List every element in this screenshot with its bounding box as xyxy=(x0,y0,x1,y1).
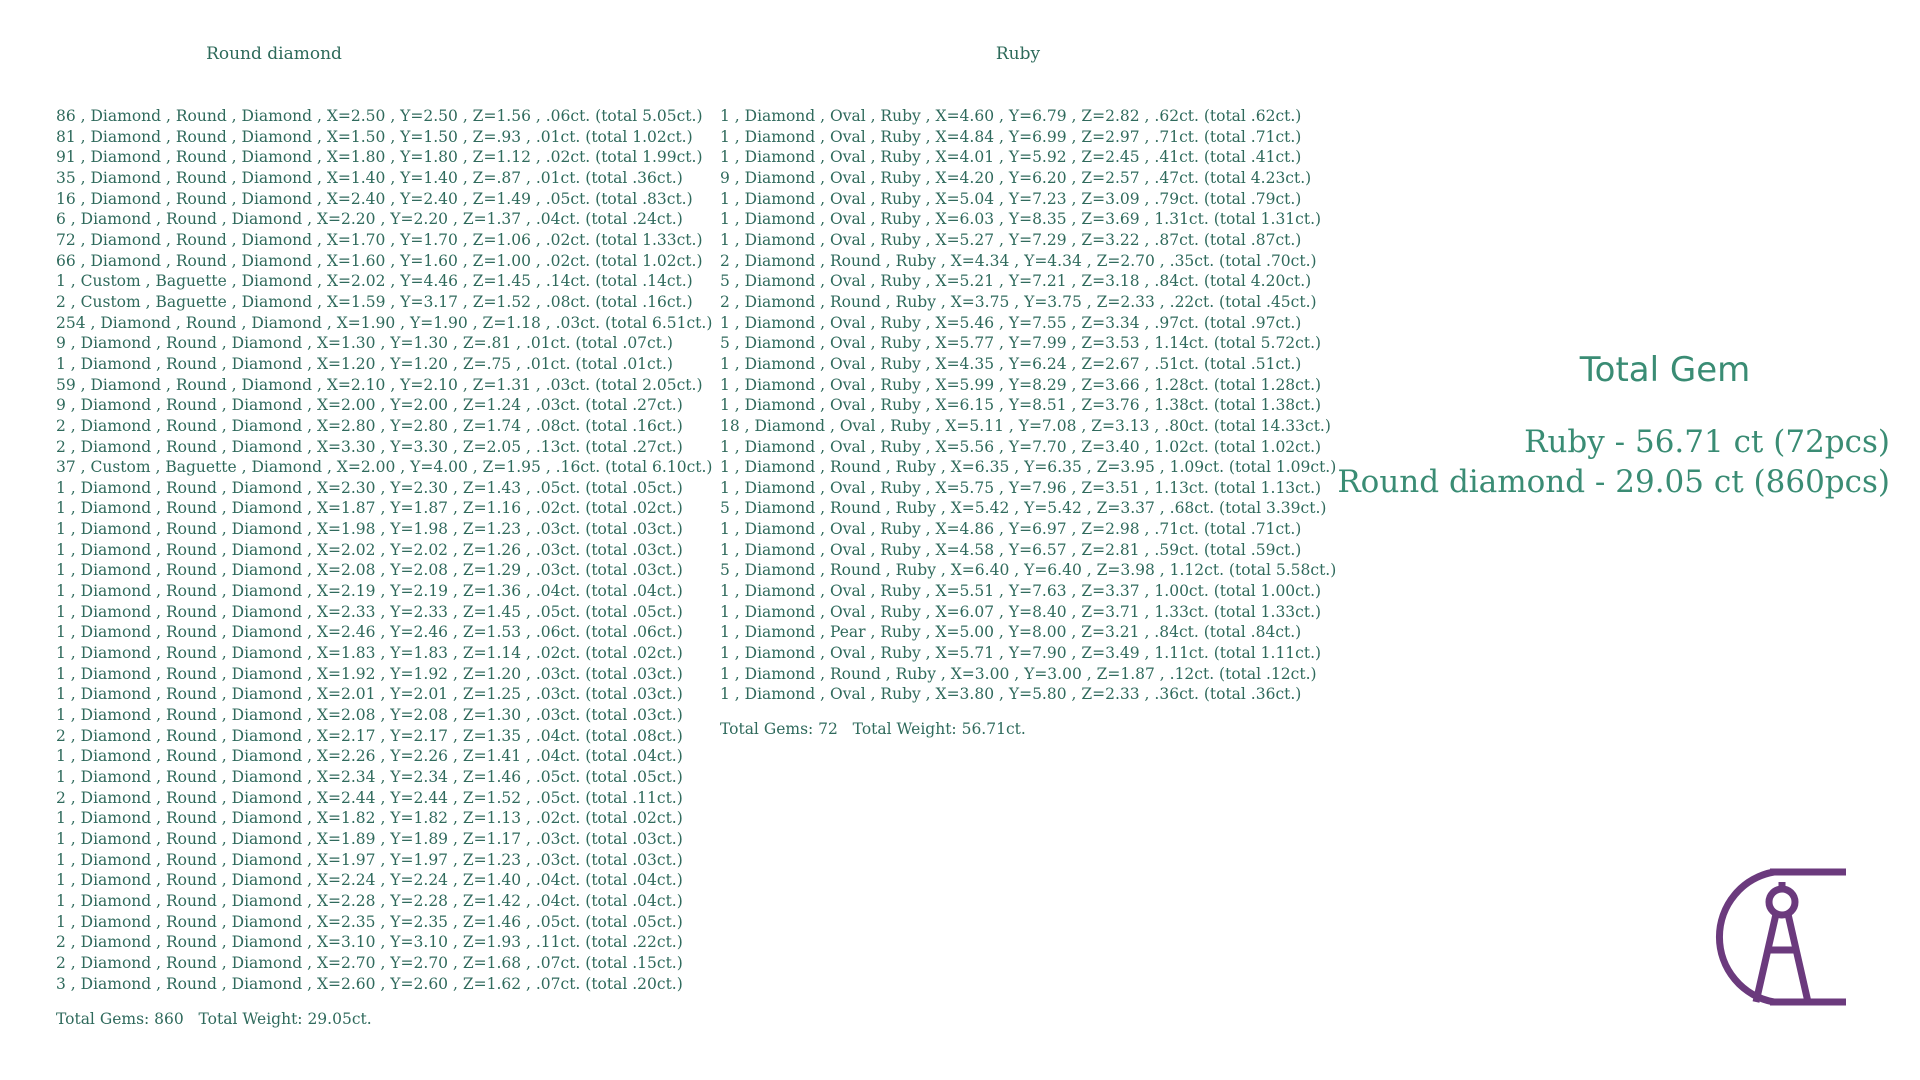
diamond-row: 1 , Diamond , Round , Diamond , X=1.83 , Y=1.83 , Z=1.14 , .02ct. (total .02ct.) xyxy=(56,644,683,663)
round-diamond-totals: Total Gems: 860 Total Weight: 29.05ct. xyxy=(56,1010,372,1028)
diamond-row: 35 , Diamond , Round , Diamond , X=1.40 , Y=1.40 , Z=.87 , .01ct. (total .36ct.) xyxy=(56,168,683,187)
diamond-row: 1 , Diamond , Round , Diamond , X=1.20 , Y=1.20 , Z=.75 , .01ct. (total .01ct.) xyxy=(56,354,673,373)
ruby-row: 1 , Diamond , Oval , Ruby , X=5.56 , Y=7.70 , Z=3.40 , 1.02ct. (total 1.02ct.) xyxy=(720,437,1322,456)
ruby-row: 2 , Diamond , Round , Ruby , X=3.75 , Y=3.75 , Z=2.33 , .22ct. (total .45ct.) xyxy=(720,292,1317,311)
ruby-row: 5 , Diamond , Oval , Ruby , X=5.77 , Y=7.99 , Z=3.53 , 1.14ct. (total 5.72ct.) xyxy=(720,334,1322,353)
ruby-row: 1 , Diamond , Oval , Ruby , X=4.60 , Y=6.79 , Z=2.82 , .62ct. (total .62ct.) xyxy=(720,107,1302,125)
diamond-row: 81 , Diamond , Round , Diamond , X=1.50 , Y=1.50 , Z=.93 , .01ct. (total 1.02ct.) xyxy=(56,127,693,146)
ruby-row: 1 , Diamond , Oval , Ruby , X=6.15 , Y=8.51 , Z=3.76 , 1.38ct. (total 1.38ct.) xyxy=(720,396,1322,415)
diamond-row: 2 , Diamond , Round , Diamond , X=3.30 , Y=3.30 , Z=2.05 , .13ct. (total .27ct.) xyxy=(56,437,683,456)
diamond-row: 1 , Diamond , Round , Diamond , X=2.28 , Y=2.28 , Z=1.42 , .04ct. (total .04ct.) xyxy=(56,891,683,910)
diamond-row: 1 , Diamond , Round , Diamond , X=2.19 , Y=2.19 , Z=1.36 , .04ct. (total .04ct.) xyxy=(56,582,683,601)
diamond-row: 2 , Diamond , Round , Diamond , X=2.80 , Y=2.80 , Z=1.74 , .08ct. (total .16ct.) xyxy=(56,416,683,435)
diamond-row: 59 , Diamond , Round , Diamond , X=2.10 , Y=2.10 , Z=1.31 , .03ct. (total 2.05ct.) xyxy=(56,375,703,394)
ruby-row: 1 , Diamond , Oval , Ruby , X=4.86 , Y=6.97 , Z=2.98 , .71ct. (total .71ct.) xyxy=(720,520,1302,539)
ruby-row: 5 , Diamond , Round , Ruby , X=5.42 , Y=5.42 , Z=3.37 , .68ct. (total 3.39ct.) xyxy=(720,499,1327,518)
diamond-row: 1 , Diamond , Round , Diamond , X=2.46 , Y=2.46 , Z=1.53 , .06ct. (total .06ct.) xyxy=(56,623,683,642)
ruby-row: 1 , Diamond , Oval , Ruby , X=4.35 , Y=6.24 , Z=2.67 , .51ct. (total .51ct.) xyxy=(720,354,1302,373)
diamond-row: 1 , Diamond , Round , Diamond , X=2.08 , Y=2.08 , Z=1.29 , .03ct. (total .03ct.) xyxy=(56,561,683,580)
diamond-row: 2 , Custom , Baguette , Diamond , X=1.59 , Y=3.17 , Z=1.52 , .08ct. (total .16ct.) xyxy=(56,292,693,311)
total-gem-heading: Total Gem xyxy=(1579,350,1751,390)
ruby-row: 1 , Diamond , Oval , Ruby , X=6.03 , Y=8.35 , Z=3.69 , 1.31ct. (total 1.31ct.) xyxy=(720,210,1322,229)
diamond-row: 66 , Diamond , Round , Diamond , X=1.60 , Y=1.60 , Z=1.00 , .02ct. (total 1.02ct.) xyxy=(56,251,703,270)
ruby-row: 1 , Diamond , Oval , Ruby , X=5.99 , Y=8.29 , Z=3.66 , 1.28ct. (total 1.28ct.) xyxy=(720,375,1322,394)
diamond-row: 1 , Custom , Baguette , Diamond , X=2.02 , Y=4.46 , Z=1.45 , .14ct. (total .14ct.) xyxy=(56,272,693,291)
diamond-row: 2 , Diamond , Round , Diamond , X=2.44 , Y=2.44 , Z=1.52 , .05ct. (total .11ct.) xyxy=(56,788,683,807)
ruby-row: 1 , Diamond , Oval , Ruby , X=4.84 , Y=6.99 , Z=2.97 , .71ct. (total .71ct.) xyxy=(720,127,1302,146)
ruby-summary-line: Ruby - 56.71 ct (72pcs) xyxy=(1524,424,1890,460)
diamond-row: 1 , Diamond , Round , Diamond , X=1.89 , Y=1.89 , Z=1.17 , .03ct. (total .03ct.) xyxy=(56,829,683,848)
diamond-row: 254 , Diamond , Round , Diamond , X=1.90 , Y=1.90 , Z=1.18 , .03ct. (total 6.51ct.) xyxy=(56,313,713,332)
ruby-title: Ruby xyxy=(995,44,1041,64)
ruby-row: 1 , Diamond , Oval , Ruby , X=5.51 , Y=7.63 , Z=3.37 , 1.00ct. (total 1.00ct.) xyxy=(720,582,1322,601)
diamond-row: 1 , Diamond , Round , Diamond , X=2.33 , Y=2.33 , Z=1.45 , .05ct. (total .05ct.) xyxy=(56,602,683,621)
ruby-row: 1 , Diamond , Oval , Ruby , X=4.58 , Y=6.57 , Z=2.81 , .59ct. (total .59ct.) xyxy=(720,540,1302,559)
ruby-row: 1 , Diamond , Oval , Ruby , X=5.46 , Y=7.55 , Z=3.34 , .97ct. (total .97ct.) xyxy=(720,313,1302,332)
diamond-row: 1 , Diamond , Round , Diamond , X=2.24 , Y=2.24 , Z=1.40 , .04ct. (total .04ct.) xyxy=(56,871,683,890)
diamond-row: 72 , Diamond , Round , Diamond , X=1.70 , Y=1.70 , Z=1.06 , .02ct. (total 1.33ct.) xyxy=(56,230,703,249)
diamond-row: 1 , Diamond , Round , Diamond , X=2.35 , Y=2.35 , Z=1.46 , .05ct. (total .05ct.) xyxy=(56,912,683,931)
diamond-row: 3 , Diamond , Round , Diamond , X=2.60 , Y=2.60 , Z=1.62 , .07ct. (total .20ct.) xyxy=(56,974,683,993)
diamond-row: 2 , Diamond , Round , Diamond , X=2.70 , Y=2.70 , Z=1.68 , .07ct. (total .15ct.) xyxy=(56,953,683,972)
ruby-row: 1 , Diamond , Oval , Ruby , X=6.07 , Y=8.40 , Z=3.71 , 1.33ct. (total 1.33ct.) xyxy=(720,602,1322,621)
ruby-row: 1 , Diamond , Oval , Ruby , X=5.04 , Y=7.23 , Z=3.09 , .79ct. (total .79ct.) xyxy=(720,189,1302,208)
ruby-row: 1 , Diamond , Round , Ruby , X=6.35 , Y=6.35 , Z=3.95 , 1.09ct. (total 1.09ct.) xyxy=(720,458,1337,477)
diamond-row: 2 , Diamond , Round , Diamond , X=2.17 , Y=2.17 , Z=1.35 , .04ct. (total .08ct.) xyxy=(56,726,683,745)
diamond-row: 1 , Diamond , Round , Diamond , X=2.02 , Y=2.02 , Z=1.26 , .03ct. (total .03ct.) xyxy=(56,540,683,559)
ruby-row: 1 , Diamond , Oval , Ruby , X=3.80 , Y=5.80 , Z=2.33 , .36ct. (total .36ct.) xyxy=(720,685,1302,704)
ruby-row: 1 , Diamond , Oval , Ruby , X=4.01 , Y=5.92 , Z=2.45 , .41ct. (total .41ct.) xyxy=(720,148,1302,167)
ruby-totals: Total Gems: 72 Total Weight: 56.71ct. xyxy=(720,720,1026,738)
diamond-summary-line: Round diamond - 29.05 ct (860pcs) xyxy=(1337,464,1890,500)
diamond-row: 1 , Diamond , Round , Diamond , X=1.82 , Y=1.82 , Z=1.13 , .02ct. (total .02ct.) xyxy=(56,809,683,828)
diamond-row: 1 , Diamond , Round , Diamond , X=2.30 , Y=2.30 , Z=1.43 , .05ct. (total .05ct.) xyxy=(56,478,683,497)
diamond-row: 1 , Diamond , Round , Diamond , X=1.87 , Y=1.87 , Z=1.16 , .02ct. (total .02ct.) xyxy=(56,499,683,518)
diamond-row: 6 , Diamond , Round , Diamond , X=2.20 , Y=2.20 , Z=1.37 , .04ct. (total .24ct.) xyxy=(56,210,683,229)
diamond-row: 1 , Diamond , Round , Diamond , X=2.34 , Y=2.34 , Z=1.46 , .05ct. (total .05ct.) xyxy=(56,768,683,786)
diamond-row: 1 , Diamond , Round , Diamond , X=1.98 , Y=1.98 , Z=1.23 , .03ct. (total .03ct.) xyxy=(56,520,683,539)
diamond-row: 9 , Diamond , Round , Diamond , X=1.30 , Y=1.30 , Z=.81 , .01ct. (total .07ct.) xyxy=(56,334,673,353)
ruby-row: 5 , Diamond , Round , Ruby , X=6.40 , Y=6.40 , Z=3.98 , 1.12ct. (total 5.58ct.) xyxy=(720,561,1337,580)
diamond-row: 37 , Custom , Baguette , Diamond , X=2.00 , Y=4.00 , Z=1.95 , .16ct. (total 6.10ct.) xyxy=(56,458,713,477)
compass-icon xyxy=(1712,868,1852,1008)
ruby-row: 5 , Diamond , Oval , Ruby , X=5.21 , Y=7.21 , Z=3.18 , .84ct. (total 4.20ct.) xyxy=(720,272,1312,291)
ruby-row: 1 , Diamond , Oval , Ruby , X=5.75 , Y=7.96 , Z=3.51 , 1.13ct. (total 1.13ct.) xyxy=(720,478,1322,497)
ruby-row: 18 , Diamond , Oval , Ruby , X=5.11 , Y=7.08 , Z=3.13 , .80ct. (total 14.33ct.) xyxy=(720,416,1331,435)
diamond-row: 2 , Diamond , Round , Diamond , X=3.10 , Y=3.10 , Z=1.93 , .11ct. (total .22ct.) xyxy=(56,933,683,952)
diamond-row: 1 , Diamond , Round , Diamond , X=2.08 , Y=2.08 , Z=1.30 , .03ct. (total .03ct.) xyxy=(56,706,683,725)
ruby-row: 1 , Diamond , Round , Ruby , X=3.00 , Y=3.00 , Z=1.87 , .12ct. (total .12ct.) xyxy=(720,664,1317,683)
diamond-row: 9 , Diamond , Round , Diamond , X=2.00 , Y=2.00 , Z=1.24 , .03ct. (total .27ct.) xyxy=(56,396,683,415)
ruby-row: 1 , Diamond , Oval , Ruby , X=5.27 , Y=7.29 , Z=3.22 , .87ct. (total .87ct.) xyxy=(720,230,1302,249)
round-diamond-title: Round diamond xyxy=(206,44,342,64)
ruby-row: 1 , Diamond , Oval , Ruby , X=5.71 , Y=7.90 , Z=3.49 , 1.11ct. (total 1.11ct.) xyxy=(720,644,1322,663)
diamond-row: 86 , Diamond , Round , Diamond , X=2.50 , Y=2.50 , Z=1.56 , .06ct. (total 5.05ct.) xyxy=(56,107,703,125)
ruby-row: 1 , Diamond , Pear , Ruby , X=5.00 , Y=8.00 , Z=3.21 , .84ct. (total .84ct.) xyxy=(720,623,1302,642)
round-diamond-list xyxy=(56,106,712,994)
ruby-row: 2 , Diamond , Round , Ruby , X=4.34 , Y=4.34 , Z=2.70 , .35ct. (total .70ct.) xyxy=(720,251,1317,270)
diamond-row: 91 , Diamond , Round , Diamond , X=1.80 , Y=1.80 , Z=1.12 , .02ct. (total 1.99ct.) xyxy=(56,148,703,167)
diamond-row: 1 , Diamond , Round , Diamond , X=2.26 , Y=2.26 , Z=1.41 , .04ct. (total .04ct.) xyxy=(56,747,683,766)
diamond-row: 1 , Diamond , Round , Diamond , X=2.01 , Y=2.01 , Z=1.25 , .03ct. (total .03ct.) xyxy=(56,685,683,704)
diamond-row: 16 , Diamond , Round , Diamond , X=2.40 , Y=2.40 , Z=1.49 , .05ct. (total .83ct.) xyxy=(56,189,693,208)
diamond-row: 1 , Diamond , Round , Diamond , X=1.97 , Y=1.97 , Z=1.23 , .03ct. (total .03ct.) xyxy=(56,850,683,869)
diamond-row: 1 , Diamond , Round , Diamond , X=1.92 , Y=1.92 , Z=1.20 , .03ct. (total .03ct.) xyxy=(56,664,683,683)
ruby-row: 9 , Diamond , Oval , Ruby , X=4.20 , Y=6.20 , Z=2.57 , .47ct. (total 4.23ct.) xyxy=(720,168,1312,187)
ruby-list xyxy=(720,106,1336,705)
total-gem-summary xyxy=(1330,350,1890,502)
